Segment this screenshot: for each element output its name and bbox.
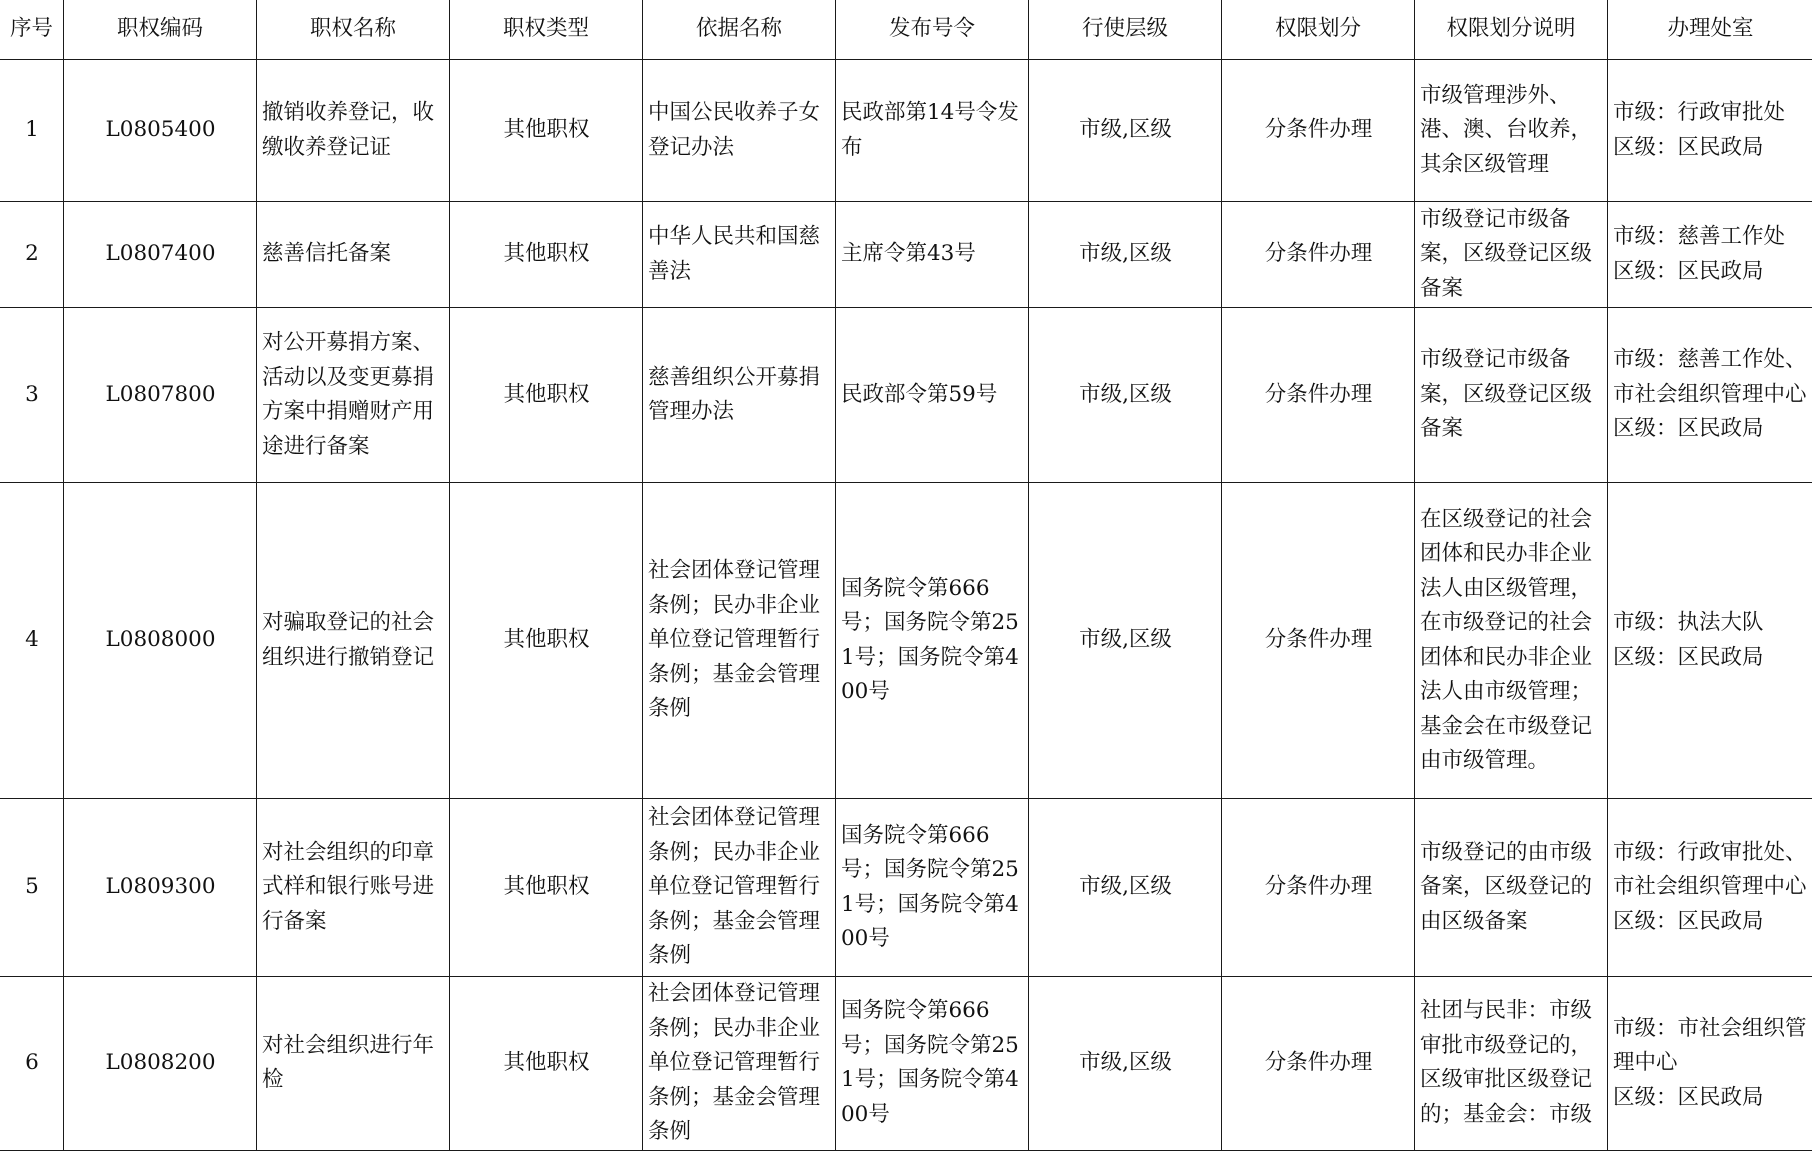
office-cell: 市级：慈善工作处、市社会组织管理中心 区级：区民政局 bbox=[1608, 308, 1812, 483]
header-cell-type: 职权类型 bbox=[450, 0, 643, 60]
decree-cell: 民政部第14号令发布 bbox=[836, 60, 1029, 202]
division-note-cell: 市级登记的由市级备案，区级登记的由区级备案 bbox=[1415, 799, 1608, 977]
name-cell: 对社会组织的印章式样和银行账号进行备案 bbox=[257, 799, 450, 977]
header-cell-serial: 序号 bbox=[0, 0, 64, 60]
division-note-cell: 市级登记市级备案，区级登记区级备案 bbox=[1415, 308, 1608, 483]
serial-cell: 3 bbox=[0, 308, 64, 483]
division-note-cell: 市级登记市级备案，区级登记区级备案 bbox=[1415, 202, 1608, 308]
office-cell: 市级：行政审批处、市社会组织管理中心 区级：区民政局 bbox=[1608, 799, 1812, 977]
decree-cell: 国务院令第666号；国务院令第251号；国务院令第400号 bbox=[836, 977, 1029, 1151]
division-cell: 分条件办理 bbox=[1222, 977, 1415, 1151]
code-cell: L0807400 bbox=[64, 202, 257, 308]
serial-cell: 2 bbox=[0, 202, 64, 308]
level-cell: 市级,区级 bbox=[1029, 483, 1222, 799]
code-cell: L0808200 bbox=[64, 977, 257, 1151]
name-cell: 撤销收养登记，收缴收养登记证 bbox=[257, 60, 450, 202]
division-cell: 分条件办理 bbox=[1222, 202, 1415, 308]
table-row bbox=[0, 977, 1812, 1151]
type-cell: 其他职权 bbox=[450, 483, 643, 799]
name-cell: 对骗取登记的社会组织进行撤销登记 bbox=[257, 483, 450, 799]
header-cell-decree: 发布号令 bbox=[836, 0, 1029, 60]
table-row bbox=[0, 308, 1812, 483]
serial-cell: 4 bbox=[0, 483, 64, 799]
header-cell-level: 行使层级 bbox=[1029, 0, 1222, 60]
name-cell: 慈善信托备案 bbox=[257, 202, 450, 308]
header-cell-name: 职权名称 bbox=[257, 0, 450, 60]
serial-cell: 6 bbox=[0, 977, 64, 1151]
division-cell: 分条件办理 bbox=[1222, 308, 1415, 483]
division-cell: 分条件办理 bbox=[1222, 799, 1415, 977]
basis-cell: 社会团体登记管理条例；民办非企业单位登记管理暂行条例；基金会管理条例 bbox=[643, 799, 836, 977]
table-row bbox=[0, 799, 1812, 977]
table-row bbox=[0, 202, 1812, 308]
level-cell: 市级,区级 bbox=[1029, 60, 1222, 202]
division-cell: 分条件办理 bbox=[1222, 60, 1415, 202]
header-cell-code: 职权编码 bbox=[64, 0, 257, 60]
type-cell: 其他职权 bbox=[450, 977, 643, 1151]
division-note-cell: 市级管理涉外、港、澳、台收养，其余区级管理 bbox=[1415, 60, 1608, 202]
code-cell: L0807800 bbox=[64, 308, 257, 483]
decree-cell: 民政部令第59号 bbox=[836, 308, 1029, 483]
office-cell: 市级：行政审批处 区级：区民政局 bbox=[1608, 60, 1812, 202]
level-cell: 市级,区级 bbox=[1029, 202, 1222, 308]
decree-cell: 国务院令第666号；国务院令第251号；国务院令第400号 bbox=[836, 799, 1029, 977]
header-cell-office: 办理处室 bbox=[1608, 0, 1812, 60]
header-cell-basis: 依据名称 bbox=[643, 0, 836, 60]
basis-cell: 社会团体登记管理条例；民办非企业单位登记管理暂行条例；基金会管理条例 bbox=[643, 977, 836, 1151]
decree-cell: 国务院令第666号；国务院令第251号；国务院令第400号 bbox=[836, 483, 1029, 799]
level-cell: 市级,区级 bbox=[1029, 977, 1222, 1151]
division-cell: 分条件办理 bbox=[1222, 483, 1415, 799]
type-cell: 其他职权 bbox=[450, 202, 643, 308]
name-cell: 对社会组织进行年检 bbox=[257, 977, 450, 1151]
decree-cell: 主席令第43号 bbox=[836, 202, 1029, 308]
division-note-cell: 在区级登记的社会团体和民办非企业法人由区级管理，在市级登记的社会团体和民办非企业法人由市级管理；基金会在市级登记由市级管理。 bbox=[1415, 483, 1608, 799]
level-cell: 市级,区级 bbox=[1029, 799, 1222, 977]
type-cell: 其他职权 bbox=[450, 799, 643, 977]
level-cell: 市级,区级 bbox=[1029, 308, 1222, 483]
serial-cell: 5 bbox=[0, 799, 64, 977]
table-header-row bbox=[0, 0, 1812, 60]
basis-cell: 慈善组织公开募捐管理办法 bbox=[643, 308, 836, 483]
type-cell: 其他职权 bbox=[450, 60, 643, 202]
basis-cell: 社会团体登记管理条例；民办非企业单位登记管理暂行条例；基金会管理条例 bbox=[643, 483, 836, 799]
code-cell: L0809300 bbox=[64, 799, 257, 977]
office-cell: 市级：慈善工作处 区级：区民政局 bbox=[1608, 202, 1812, 308]
header-cell-division-note: 权限划分说明 bbox=[1415, 0, 1608, 60]
code-cell: L0808000 bbox=[64, 483, 257, 799]
office-cell: 市级：执法大队 区级：区民政局 bbox=[1608, 483, 1812, 799]
table-row bbox=[0, 483, 1812, 799]
basis-cell: 中华人民共和国慈善法 bbox=[643, 202, 836, 308]
serial-cell: 1 bbox=[0, 60, 64, 202]
code-cell: L0805400 bbox=[64, 60, 257, 202]
header-cell-division: 权限划分 bbox=[1222, 0, 1415, 60]
office-cell: 市级：市社会组织管理中心 区级：区民政局 bbox=[1608, 977, 1812, 1151]
basis-cell: 中国公民收养子女登记办法 bbox=[643, 60, 836, 202]
name-cell: 对公开募捐方案、活动以及变更募捐方案中捐赠财产用途进行备案 bbox=[257, 308, 450, 483]
table-row bbox=[0, 60, 1812, 202]
type-cell: 其他职权 bbox=[450, 308, 643, 483]
division-note-cell: 社团与民非：市级审批市级登记的，区级审批区级登记的；基金会：市级 bbox=[1415, 977, 1608, 1151]
